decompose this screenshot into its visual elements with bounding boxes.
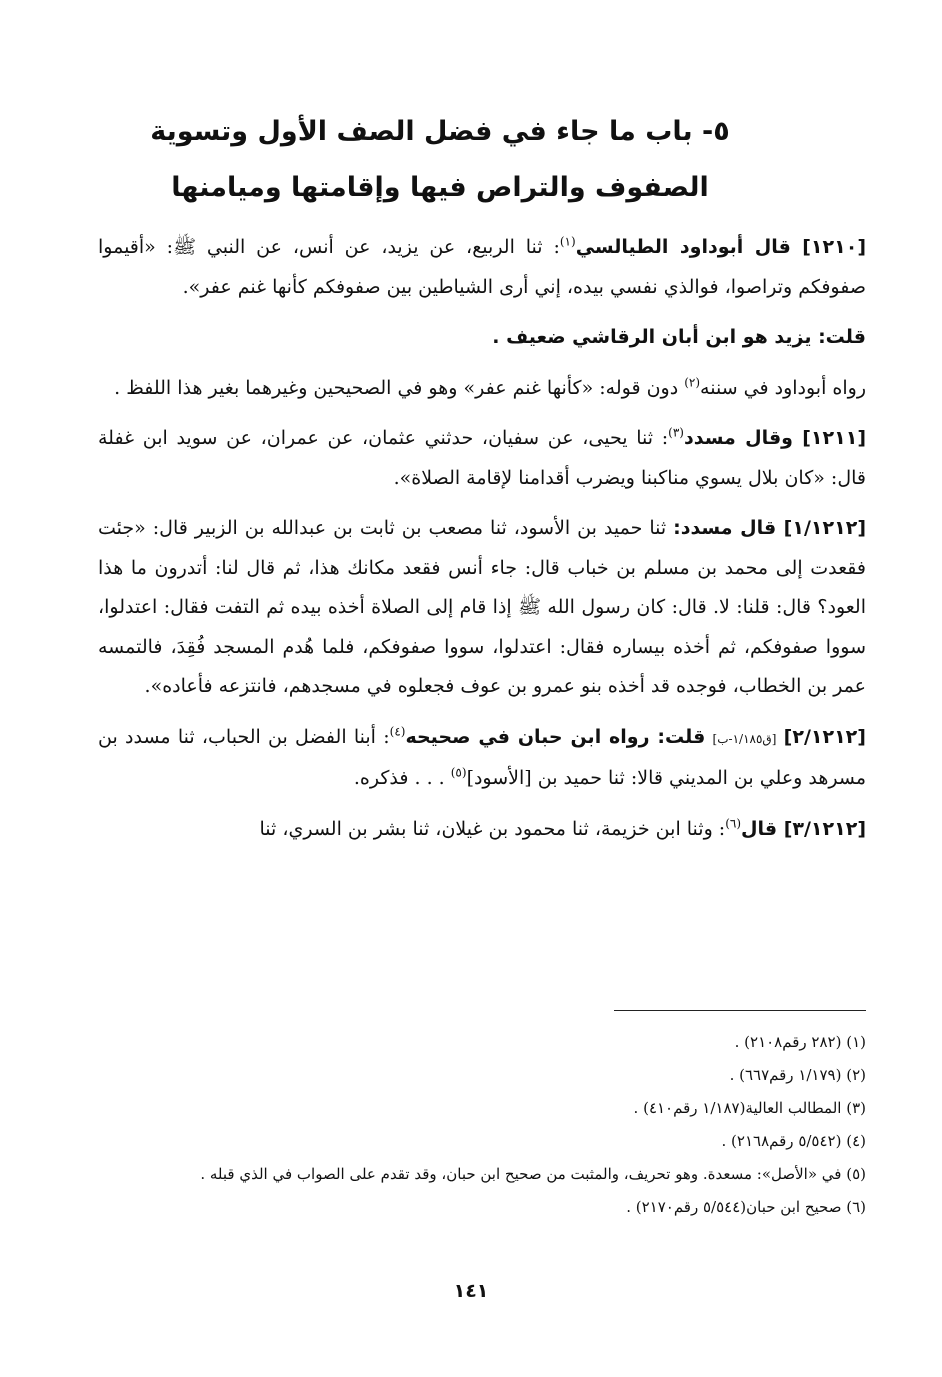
- hadith-1212-3: [98, 810, 866, 850]
- footnote-6: (٦) صحيح ابن حبان(٥/٥٤٤ رقم٢١٧٠) .: [626, 1198, 866, 1216]
- hadith-text: : ثنا يحيى، عن سفيان، حدثني عثمان، عن عمران، عن سويد ابن غفلة قال: «كان بلال يسوي مناكبنا ويضرب أقدامنا لإقامة الصلاة».: [98, 427, 866, 489]
- hadith-lead: [١٢١٠] قال أبوداود الطيالسي: [575, 236, 866, 258]
- hadith-lead: [٣/١٢١٢] قال: [741, 817, 866, 840]
- takhrij-pre: رواه أبوداود في سننه: [700, 376, 866, 399]
- hadith-1212-2: [98, 718, 866, 799]
- takhrij-text: دون قوله: «كأنها غنم عفر» وهو في الصحيحين وغيرهما بغير هذا اللفظ .: [114, 376, 685, 399]
- footnote-ref: (٦): [725, 816, 742, 831]
- takhrij-note: [98, 369, 866, 409]
- hadith-lead: [٢/١٢١٢]: [783, 725, 866, 748]
- hadith-lead-2: قلت: رواه ابن حبان في صحيحه: [405, 725, 706, 748]
- footnote-ref: (٥): [450, 765, 467, 780]
- footnotes: [98, 1026, 866, 1224]
- footnote-4: (٤) (٥/٥٤٢ رقم٢١٦٨) .: [721, 1132, 866, 1150]
- comment-text: قلت: يزيد هو ابن أبان الرقاشي ضعيف .: [492, 326, 866, 348]
- hadith-text: : وثنا ابن خزيمة، ثنا محمود بن غيلان، ثنا بشر بن السري، ثنا: [259, 817, 726, 840]
- footnote-ref: (٤): [389, 724, 406, 739]
- hadith-text: : أبنا الفضل بن الحباب، ثنا مسدد بن مسرهد وعلي بن المديني قالا: ثنا حميد بن [الأسود]: [98, 725, 866, 789]
- hadith-lead: [١٢١١] وقال مسدد: [683, 427, 866, 449]
- hadith-text: : ثنا الربيع، عن يزيد، عن أنس، عن النبي ﷺ: «أقيموا صفوفكم وتراصوا، فوالذي نفسي بيده، إني أرى الشياطين بين صفوفكم كأنها غنم عفر».: [98, 236, 866, 298]
- manuscript-folio-ref: [ق١/١٨٥-ب]: [712, 731, 777, 746]
- main-text: [98, 228, 866, 860]
- chapter-heading: [150, 104, 730, 216]
- hadith-1210: [98, 228, 866, 307]
- footnote-3: (٣) المطالب العالية(١/١٨٧ رقم٤١٠) .: [633, 1099, 866, 1117]
- chapter-heading-line-2: الصفوف والتراص فيها وإقامتها وميامنها: [171, 172, 709, 203]
- page-number: ١٤١: [453, 1280, 489, 1302]
- footnote-2: (٢) (١/١٧٩ رقم٦٦٧) .: [729, 1066, 866, 1084]
- footnote-ref: (٢): [684, 375, 701, 390]
- footnote-ref: (١): [559, 234, 576, 249]
- hadith-1211: [98, 419, 866, 498]
- footnote-ref: (٣): [668, 425, 684, 440]
- author-comment: [98, 318, 866, 358]
- hadith-text: ثنا حميد بن الأسود، ثنا مصعب بن ثابت بن عبدالله بن الزبير قال: «جئت فقعدت إلى محمد بن مسلم بن خباب قال: جاء أنس فقعد مكانك هذا، ثم قال لنا: أتدرون ما هذا العود؟ قال: قلنا: لا. قال: كان رسول الله ﷺ إذا قام إلى الصلاة أخذه بيده ثم التفت فقال: اعتدلوا، سووا صفوفكم، ثم أخذه بيساره فقال: اعتدلوا، سووا صفوفكم، فلما هُدم المسجد فُقِدَ، فالتمسه عمر بن الخطاب، فوجده قد أخذه بنو عمرو بن عوف فجعلوه في مسجدهم، فانتزعه فأعاده».: [98, 517, 866, 697]
- hadith-lead: [١/١٢١٢] قال مسدد:: [673, 517, 866, 539]
- footnote-5: (٥) في «الأصل»: مسعدة. وهو تحريف، والمثبت من صحيح ابن حبان، وقد تقدم على الصواب في الذي قبله .: [200, 1165, 866, 1183]
- hadith-1212-1: [98, 509, 866, 707]
- chapter-heading-line-1: ٥- باب ما جاء في فضل الصف الأول وتسوية: [150, 116, 730, 147]
- footnote-divider: [614, 1010, 866, 1011]
- hadith-text-end: . . . فذكره.: [353, 767, 451, 789]
- footnote-1: (١) (٢٨٢ رقم٢١٠٨) .: [734, 1033, 866, 1051]
